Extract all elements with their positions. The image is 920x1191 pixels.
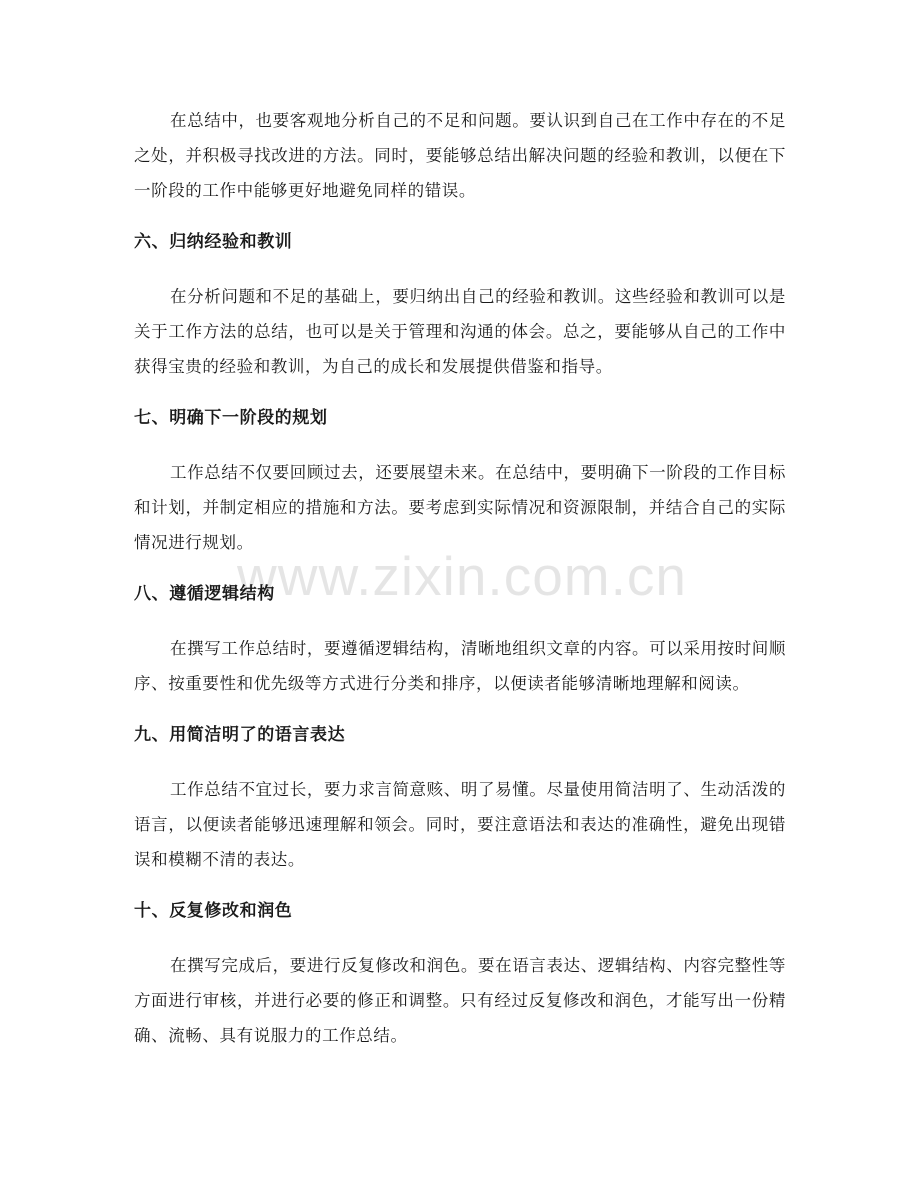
section-body-8: 在撰写工作总结时，要遵循逻辑结构，清晰地组织文章的内容。可以采用按时间顺序、按重要性和优先级等方式进行分类和排序，以便读者能够清晰地理解和阅读。 — [134, 639, 786, 693]
section-heading-8: 八、遵循逻辑结构 — [134, 584, 275, 604]
section-heading-6: 六、归纳经验和教训 — [134, 232, 293, 252]
watermark: www.zixin.com.cn — [237, 545, 687, 607]
section-body-9: 工作总结不宜过长，要力求言简意赅、明了易懂。尽量使用简洁明了、生动活泼的语言，以便读者能够迅速理解和领会。同时，要注意语法和表达的准确性，避免出现错误和模糊不清的表达。 — [134, 780, 786, 869]
section-heading-10: 十、反复修改和润色 — [134, 901, 293, 921]
section-body-6: 在分析问题和不足的基础上，要归纳出自己的经验和教训。这些经验和教训可以是关于工作方法的总结，也可以是关于管理和沟通的体会。总之，要能够从自己的工作中获得宝贵的经验和教训，为自己的成长和发展提供借鉴和指导。 — [134, 287, 786, 376]
intro-paragraph: 在总结中，也要客观地分析自己的不足和问题。要认识到自己在工作中存在的不足之处，并积极寻找改进的方法。同时，要能够总结出解决问题的经验和教训，以便在下一阶段的工作中能够更好地避免同样的错误。 — [134, 111, 786, 200]
section-heading-7: 七、明确下一阶段的规划 — [134, 408, 328, 428]
section-body-7: 工作总结不仅要回顾过去，还要展望未来。在总结中，要明确下一阶段的工作目标和计划，并制定相应的措施和方法。要考虑到实际情况和资源限制，并结合自己的实际情况进行规划。 — [134, 463, 786, 552]
section-heading-9: 九、用简洁明了的语言表达 — [134, 725, 346, 745]
section-body-10: 在撰写完成后，要进行反复修改和润色。要在语言表达、逻辑结构、内容完整性等方面进行审核，并进行必要的修正和调整。只有经过反复修改和润色，才能写出一份精确、流畅、具有说服力的工作总结。 — [134, 956, 786, 1045]
